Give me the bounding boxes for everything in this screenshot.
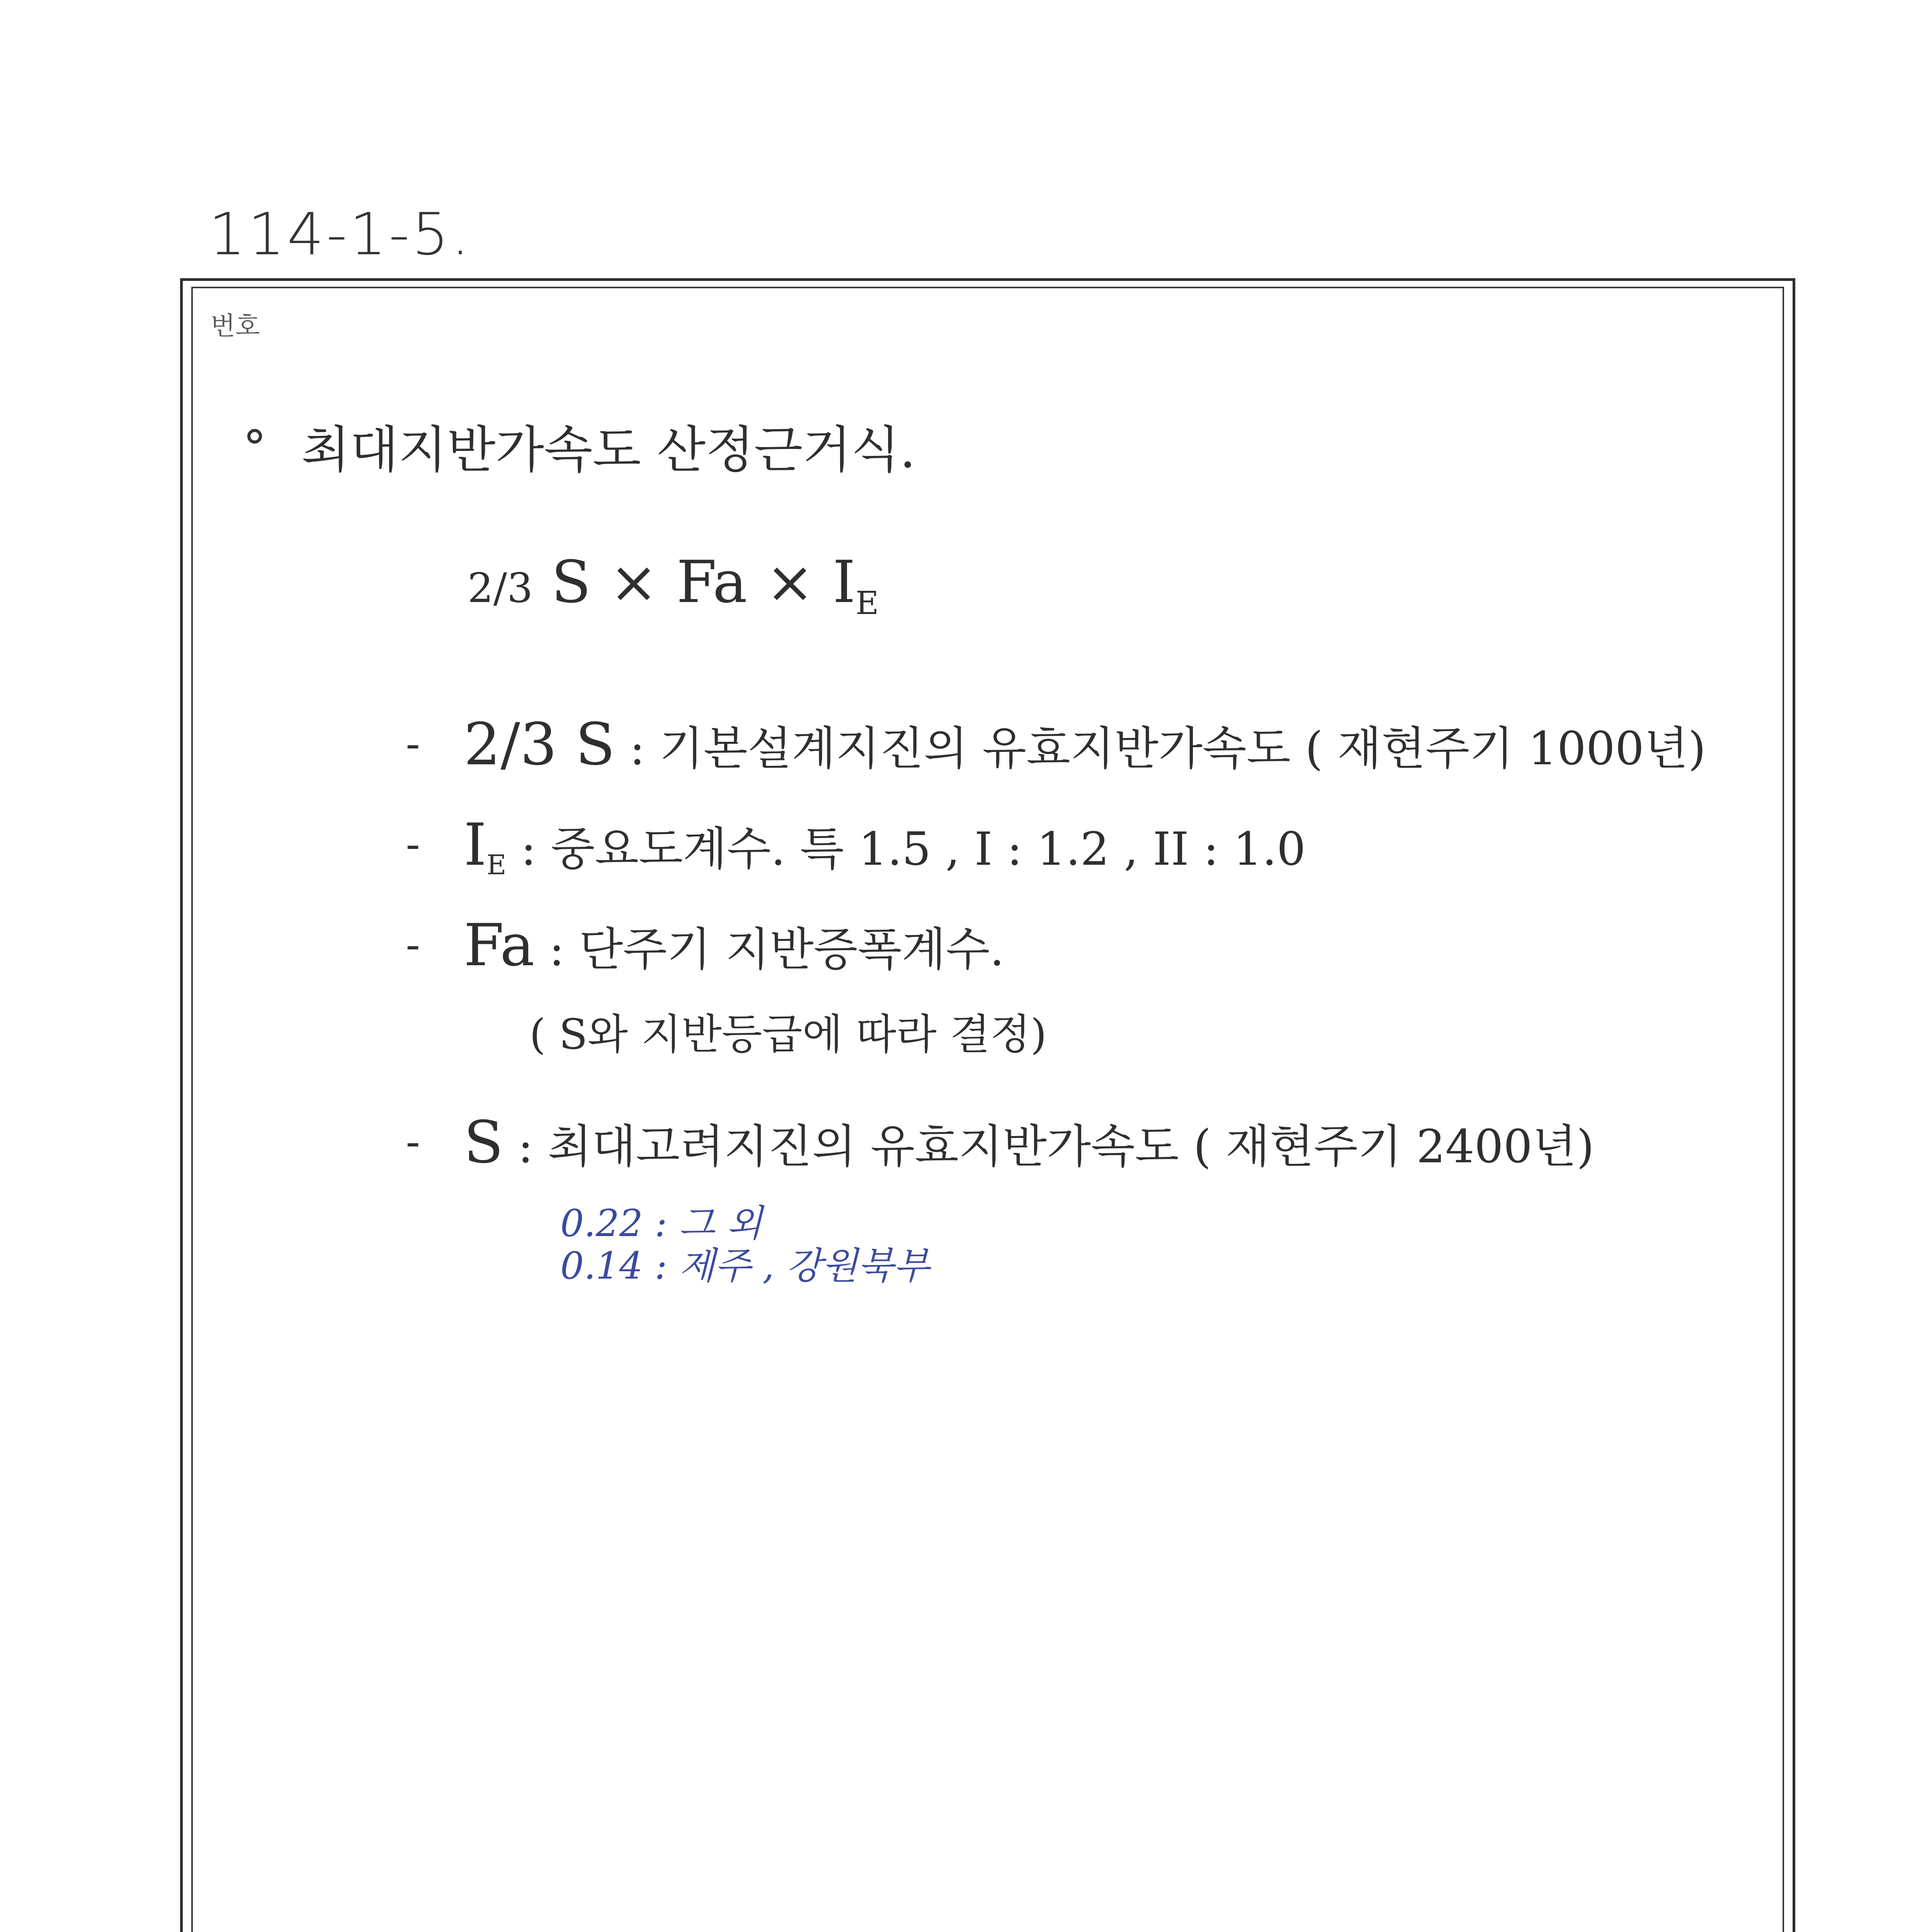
definition-term: I <box>464 811 487 879</box>
dash-icon: - <box>406 920 420 969</box>
definition-term: Fa <box>464 912 535 979</box>
zone-value-row <box>560 1236 929 1289</box>
zone-region: : 그 외 <box>655 1202 763 1245</box>
definition-item <box>464 912 1004 979</box>
zone-value: 0.22 <box>560 1202 643 1245</box>
bullet-icon <box>247 429 262 444</box>
zone-region: : 제주 , 강원북부 <box>655 1244 930 1287</box>
formula-text: S × Fa × I <box>551 549 856 616</box>
field-label-number: 번호 <box>211 311 260 341</box>
definition-desc: : 최대고려지진의 유효지반가속도 ( 재현주기 2400년) <box>518 1120 1594 1173</box>
definition-desc: : 중요도계수. 특 1.5 , I : 1.2 , II : 1.0 <box>520 822 1306 876</box>
definition-item <box>464 1109 1594 1176</box>
zone-value: 0.14 <box>560 1244 643 1287</box>
definition-term-subscript: E <box>486 849 507 881</box>
formula-subscript: E <box>856 585 879 622</box>
definition-desc: : 기본설계지진의 유효지반가속도 ( 재현주기 1000년) <box>629 722 1706 775</box>
definition-note: ( S와 지반등급에 따라 결정) <box>529 1010 1047 1059</box>
dash-icon: - <box>406 1117 420 1166</box>
formula <box>468 549 879 622</box>
page-number: 114-1-5. <box>209 201 472 268</box>
definition-term: 2/3 S <box>464 711 615 778</box>
formula-coefficient: 2/3 <box>468 565 533 612</box>
dash-icon: - <box>406 719 420 768</box>
definition-term: S <box>464 1109 503 1176</box>
definition-item <box>464 711 1706 778</box>
dash-icon: - <box>406 819 420 869</box>
definition-desc: : 단주기 지반증폭계수. <box>549 923 1005 976</box>
definition-item <box>464 811 1306 881</box>
heading: 최대지반가속도 산정근거식. <box>301 420 916 479</box>
